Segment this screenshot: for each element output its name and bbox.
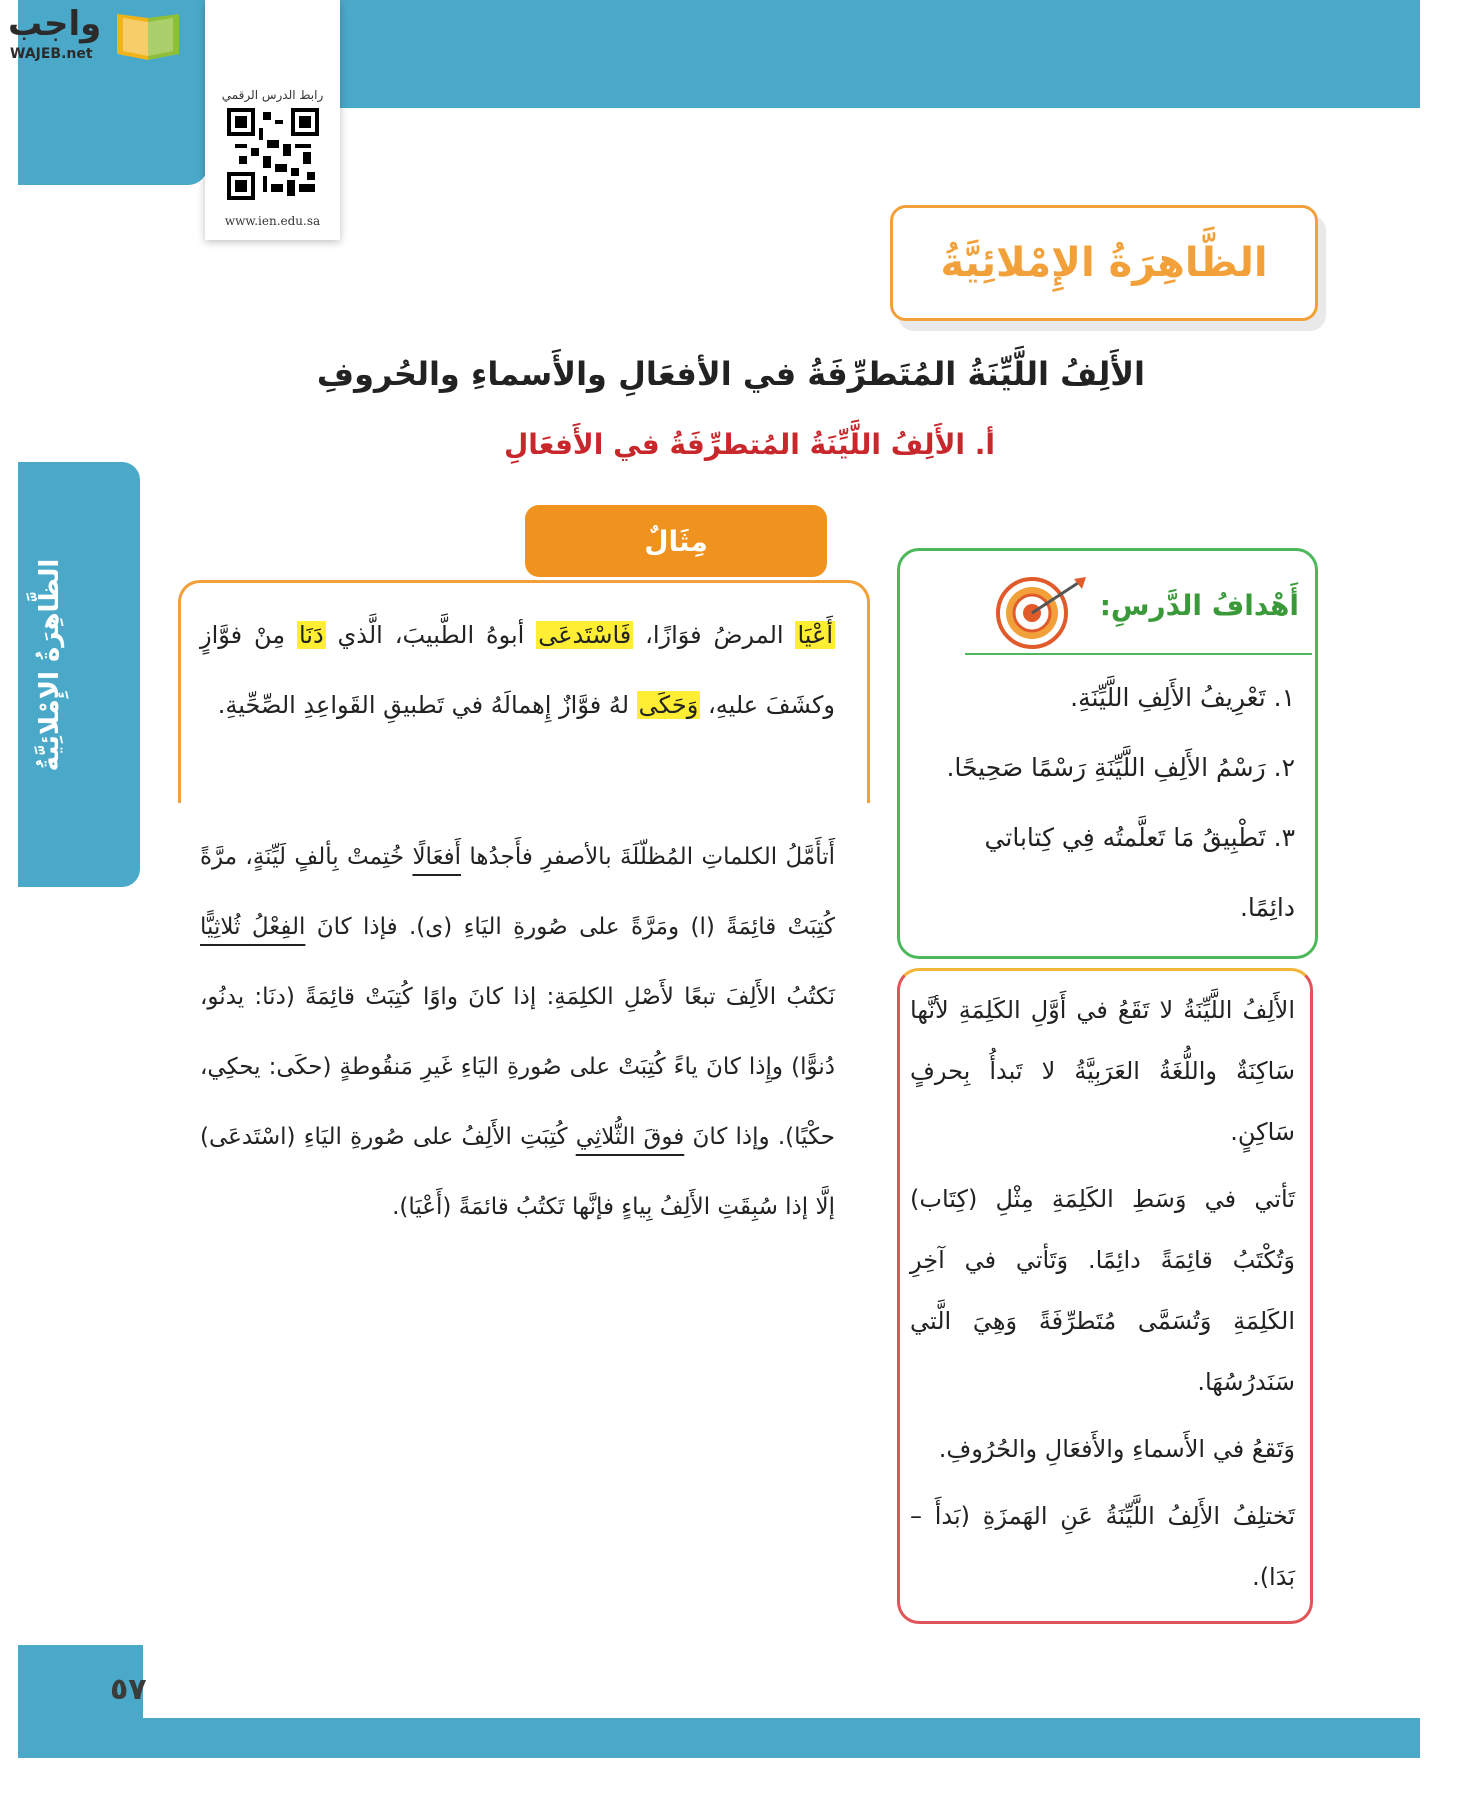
main-heading: الأَلِفُ اللَّيِّنَةُ المُتَطرِّفَةُ في الأفعَالِ والأَسماءِ والحُروفِ	[316, 355, 1145, 393]
logo-text: واجب	[8, 4, 102, 44]
info-content	[910, 980, 1295, 1614]
lesson-title: الظَّاهِرَةُ الإِمْلائِيَّةُ	[940, 240, 1268, 286]
goal-item: ٢. رَسْمُ الأَلِفِ اللَّيِّنَةِ رَسْمًا صَحِيحًا.	[946, 753, 1295, 782]
example-label: مِثَالٌ	[644, 524, 708, 558]
target-icon	[990, 571, 1090, 649]
sub-heading: أ. الأَلِفُ اللَّيِّنَةُ المُتطرِّفَةُ في الأَفعَالِ	[503, 428, 995, 461]
explanation-text: نَكتُبُ الأَلِفَ تبعًا لأَصْلِ الكلِمَةِ: إذا كانَ واوًا كُتِبَتْ قائِمَةً (دنَا: يدنُو، دُنوًّا) وإِذا كانَ ياءً كُتِبَتْ على صُورةِ اليَاءِ غَيرِ مَنقُوطةٍ (حكَى: يحكِي، حكْيًا). وإذا كانَ	[200, 984, 835, 1150]
qr-card[interactable]	[205, 0, 340, 240]
explanation-underlined: الفِعْلُ ثُلاثِيًّا	[200, 914, 306, 940]
qr-code-icon[interactable]	[227, 108, 319, 200]
explanation-text: كُتِبَتِ الأَلِفُ على صُورةِ اليَاءِ (اسْتَدعَى) إلَّا إذا سُبِقَتِ الأَلِفُ بِياءٍ فإنَّها تَكتُبُ قائمَةً (أَعْيَا).	[200, 1124, 835, 1220]
qr-label: رابط الدرس الرقمي	[221, 88, 324, 102]
example-word-highlighted: وَحَكَى	[638, 691, 699, 719]
explanation-text: خُتِمتْ بِألفٍ لَيِّنَةٍ، مرَّةً كُتِبَتْ قائِمَةً (ا) ومَرَّةً على صُورةِ اليَاءِ (ى). فإذا كانَ	[200, 844, 835, 940]
explanation-underlined: فوقَ الثُّلاثِي	[575, 1124, 685, 1150]
logo-subtext: WAJEB.net	[10, 46, 93, 62]
divider	[965, 653, 1312, 655]
qr-url[interactable]: www.ien.edu.sa	[224, 214, 321, 228]
lesson-title-box	[890, 205, 1318, 321]
side-tab-label: الظَّاهِرَةُ الإِمْلائِيَّةُ	[35, 558, 65, 772]
goal-item: ١. تَعْرِيفُ الأَلِفِ اللَّيِّنَةِ.	[1070, 683, 1295, 712]
lesson-goals-box	[897, 548, 1318, 959]
explanation-text: أَتأَمَّلُ الكلماتِ المُظلّلَةَ بالأصفرِ فأَجدُها	[469, 844, 836, 870]
example-text-segment: أبوهُ الطَّبيبَ، الَّذي	[325, 621, 537, 649]
info-paragraph: تَأتي في وَسَطِ الكَلِمَةِ مِثْلِ (كِتَاب) وَتُكْتَبُ قائِمَةً دائِمًا. وَتَأتي في آخِرِ الكَلِمَةِ وَتُسَمَّى مُتَطرِّفَةً وَهِيَ الَّتي سَنَدرُسُهَا.	[910, 1185, 1295, 1396]
goal-item: ٣. تَطْبِيقُ مَا تَعلَّمتُه فِي كِتاباتي دائِمًا.	[984, 823, 1295, 922]
page-number: ٥٧	[110, 1672, 147, 1707]
book-icon	[113, 10, 183, 62]
example-text-segment: مِنْ فوَّازٍ وكشَفَ عليهِ،	[200, 621, 835, 719]
example-text-segment: المرضُ فوَازًا،	[633, 621, 796, 649]
info-paragraph: تَختلِفُ الأَلِفُ اللَّيِّنَةُ عَنِ الهَمزَةِ (بَدأَ – بَدَا).	[910, 1502, 1295, 1591]
goals-list	[925, 663, 1295, 943]
explanation-underlined: أَفعَالًا	[412, 844, 462, 870]
example-tab	[525, 505, 827, 577]
example-word-highlighted: فَاسْتَدعَى	[538, 621, 632, 649]
example-word-highlighted: أَعْيَا	[797, 621, 833, 649]
footer-bar	[18, 1718, 1420, 1758]
logo[interactable]	[8, 4, 188, 68]
info-paragraph: وَتَقعُ في الأَسماءِ والأَفعَالِ والحُرُوفِ.	[938, 1435, 1295, 1463]
example-paragraph	[200, 600, 835, 740]
info-paragraph: الأَلِفُ اللَّيِّنَةُ لا تَقَعُ في أَوَّلِ الكَلِمَةِ لأنَّها سَاكِنَةٌ واللُّغَةُ العَرَبِيَّةُ لا تَبدأُ بِحرفٍ سَاكِنٍ.	[910, 996, 1295, 1146]
goals-title: أَهْدافُ الدَّرسِ:	[1099, 589, 1299, 622]
example-word-highlighted: دَنَا	[298, 621, 324, 649]
example-text-segment: لهُ فوَّازٌ إِهمالَهُ في تَطبيقِ القَواعِدِ الصِّحِّيةِ.	[217, 691, 637, 719]
explanation-paragraph	[200, 822, 835, 1242]
